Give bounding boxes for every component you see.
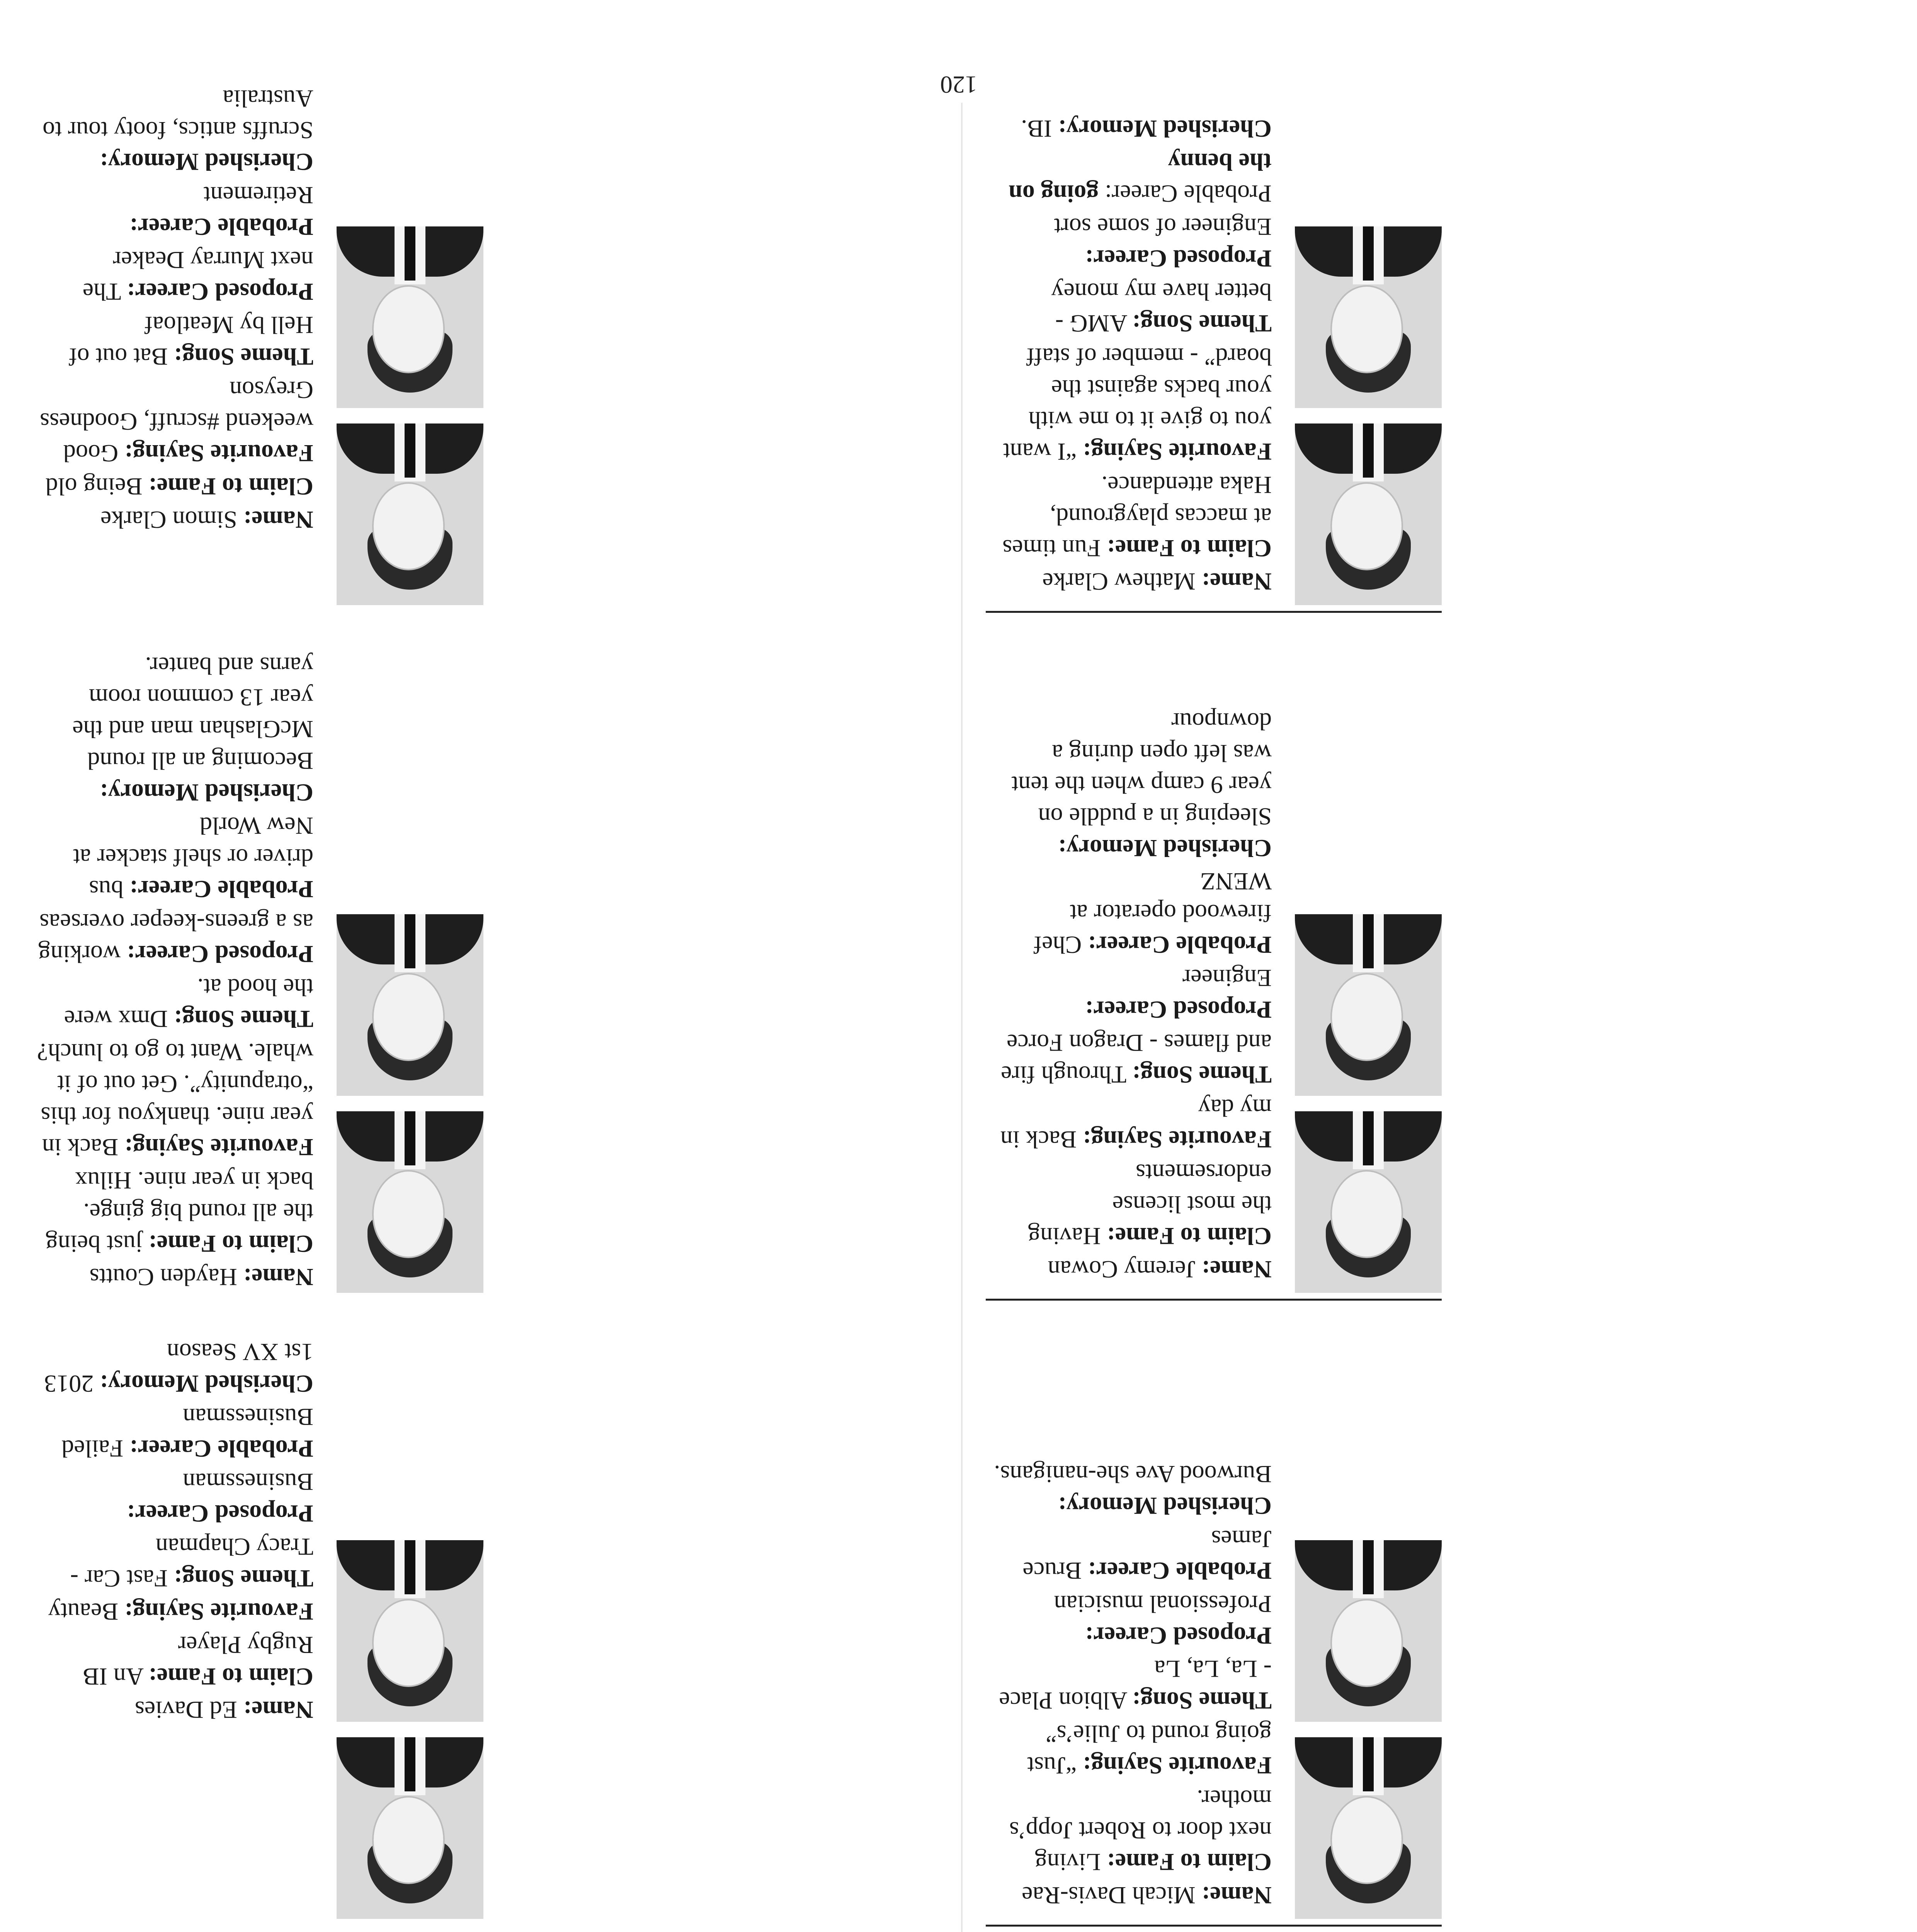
student-photo-alt bbox=[337, 914, 483, 1096]
claim-to-fame: Claim to Fame: An IB Rugby Player bbox=[82, 1631, 313, 1690]
probable-career: Probable Career: Retirement bbox=[129, 182, 313, 241]
student-photo bbox=[337, 423, 483, 605]
student-photo-alt bbox=[1295, 1540, 1442, 1722]
student-name: Name: Mathew Clarke bbox=[1042, 568, 1272, 595]
entry-rule bbox=[986, 611, 1442, 613]
proposed-career: Proposed Career: Engineer of some sort bbox=[1054, 213, 1272, 272]
cherished-memory: Cherished Memory: Burwood Ave she-nanigans. bbox=[994, 1461, 1272, 1520]
student-name: Name: Hayden Coutts bbox=[89, 1264, 313, 1291]
student-photo bbox=[1295, 1111, 1442, 1293]
theme-song: Theme Song: Through fire and flames - Dragon Force bbox=[1001, 1029, 1272, 1088]
probable-career: Probable Career: Bruce James bbox=[1022, 1526, 1272, 1585]
favourite-saying: Favourite Saying: Beauty bbox=[48, 1598, 313, 1626]
claim-to-fame: Claim to Fame: just being the all round big ginge. back in year nine. Hilux bbox=[45, 1167, 313, 1258]
page-number: 120 bbox=[940, 71, 977, 99]
favourite-saying: Favourite Saying: “I want you to give it to me with your backs against the board” - member of staff bbox=[1003, 343, 1272, 466]
claim-to-fame: Claim to Fame: Being old bbox=[45, 473, 313, 500]
favourite-saying: Favourite Saying: Back in my day bbox=[1000, 1094, 1272, 1153]
proposed-career: Proposed Career: Professional musician bbox=[1054, 1590, 1272, 1650]
student-photo bbox=[337, 1111, 483, 1293]
student-photo-alt bbox=[337, 1540, 483, 1722]
entry-rule bbox=[986, 1925, 1442, 1927]
probable-career: Probable Career: Chef firewood operator at WENZ bbox=[1033, 868, 1272, 959]
proposed-career: Proposed Career: Businessman bbox=[127, 1468, 313, 1527]
theme-song: Theme Song: Dmx were the hood at. bbox=[64, 974, 313, 1033]
favourite-saying: Favourite Saying: Back in year nine. thankyou for this “otrapunity”. Get out of it whale. Want to go to lunch? bbox=[37, 1039, 313, 1161]
theme-song: Theme Song: Albion Place - La, La, La bbox=[999, 1655, 1272, 1714]
student-name: Name: Micah Davis-Rae bbox=[1022, 1882, 1272, 1909]
student-photo-alt bbox=[1295, 226, 1442, 408]
entry-rule bbox=[986, 1299, 1442, 1301]
probable-career: Probable Career: bus driver or shelf stacker at New World bbox=[73, 812, 313, 903]
cherished-memory: Cherished Memory: Sleeping in a puddle on year 9 camp when the tent was left open during a downpour bbox=[1011, 708, 1272, 862]
claim-to-fame: Claim to Fame: Living next door to Robert Jopp’s mother. bbox=[1009, 1785, 1272, 1876]
cherished-memory: Cherished Memory: IB. bbox=[1021, 115, 1272, 143]
proposed-career: Proposed Career: Engineer bbox=[1085, 964, 1272, 1024]
student-photo bbox=[1295, 423, 1442, 605]
cherished-memory: Cherished Memory: 2013 1st XV Season bbox=[44, 1338, 313, 1398]
student-photo bbox=[337, 1737, 483, 1919]
probable-career: Probable Career: going on the benny bbox=[1009, 148, 1272, 207]
column-divider bbox=[961, 103, 963, 1932]
student-name: Name: Ed Davies bbox=[134, 1696, 313, 1724]
proposed-career: Proposed Career: The next Murray Deaker bbox=[82, 247, 313, 306]
probable-career: Probable Career: Failed Businessman bbox=[61, 1403, 313, 1463]
student-photo-alt bbox=[1295, 914, 1442, 1096]
cherished-memory: Cherished Memory: Becoming an all round McGlashan man and the year 13 common room yarns and banter. bbox=[72, 652, 313, 806]
theme-song: Theme Song: AMG - better have my money bbox=[1051, 278, 1272, 337]
favourite-saying: Favourite Saying: “Just going round to Julie’s” bbox=[1027, 1720, 1272, 1779]
student-photo bbox=[1295, 1737, 1442, 1919]
student-photo-alt bbox=[337, 226, 483, 408]
student-name: Name: Jeremy Cowan bbox=[1048, 1256, 1272, 1283]
claim-to-fame: Claim to Fame: Having the most license endorsements bbox=[1028, 1159, 1272, 1250]
claim-to-fame: Claim to Fame: Fun times at maccas playground, Haka attendance. bbox=[1002, 471, 1272, 562]
proposed-career: Proposed Career: working as a greens-keeper overseas bbox=[38, 909, 313, 968]
student-name: Name: Simon Clarke bbox=[100, 506, 313, 534]
theme-song: Theme Song: Bat out of Hell by Meatloaf bbox=[69, 311, 313, 371]
theme-song: Theme Song: Fast Car - Tracy Chapman bbox=[70, 1533, 313, 1592]
cherished-memory: Cherished Memory: Scruffs antics, footy tour to Australia bbox=[43, 85, 313, 176]
favourite-saying: Favourite Saying: Good weekend #scruff, Goodness Greyson bbox=[40, 376, 313, 467]
